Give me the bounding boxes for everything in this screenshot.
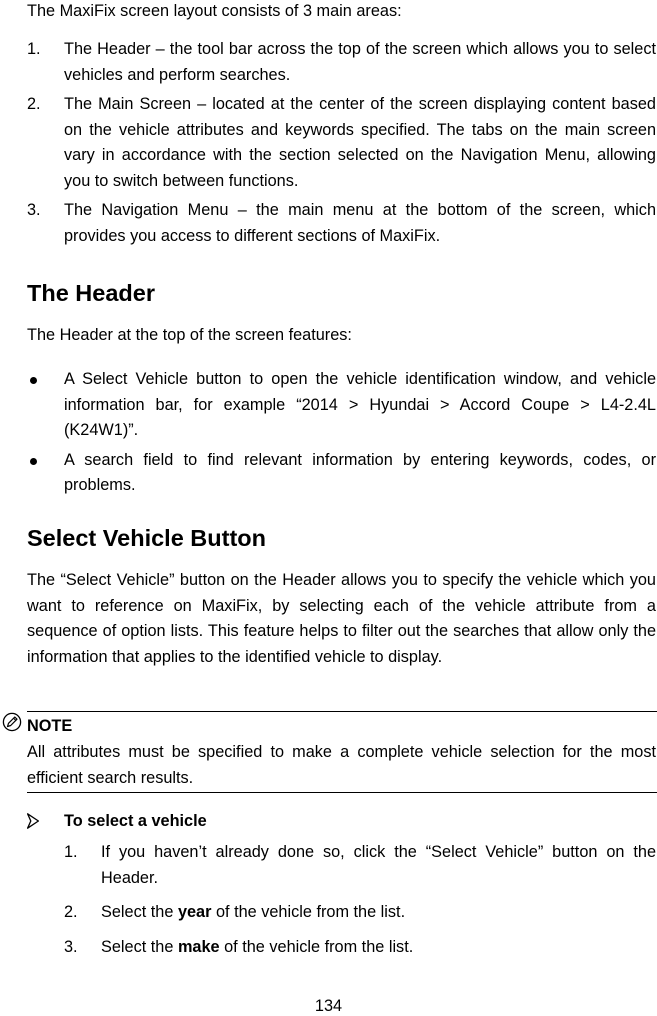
step-item <box>64 900 656 926</box>
step-text-pre: Select the <box>101 903 178 921</box>
step-number: 1. <box>64 843 78 861</box>
list-item <box>27 198 656 249</box>
note-body: All attributes must be specified to make a complete vehicle selection for the most efficient search results. <box>27 743 656 787</box>
step-keyword: year <box>177 903 212 921</box>
areas-list <box>27 37 656 253</box>
header-features-list <box>27 367 656 503</box>
list-text: The Header – the tool bar across the top of the screen which allows you to select vehicles and perform searches. <box>64 40 656 84</box>
procedure-title: To select a vehicle <box>64 812 207 830</box>
section-heading-select-vehicle: Select Vehicle Button <box>27 525 266 551</box>
list-text: The Main Screen – located at the center of the screen displaying content based on the vehicle attributes and keywords specified. The tabs on the main screen vary in accordance with the section selected on the Navigation Menu, allowing you to switch between functions. <box>64 95 656 190</box>
note-top-rule <box>27 711 657 712</box>
select-vehicle-body: The “Select Vehicle” button on the Header allows you to specify the vehicle which you want to reference on MaxiFix, by selecting each of the vehicle attribute from a sequence of option lists. This feature helps to filter out the searches that allow only the information that applies to the identified vehicle to display. <box>27 571 656 666</box>
step-text-pre: Select the <box>101 937 178 956</box>
bullet-icon <box>30 377 37 384</box>
list-item <box>27 92 656 194</box>
list-number: 1. <box>27 40 41 58</box>
pencil-icon <box>2 712 22 732</box>
bullet-icon <box>30 458 37 465</box>
section-heading-header: The Header <box>27 280 155 306</box>
bullet-text: A Select Vehicle button to open the vehicle identification window, and vehicle information bar, for example “2014 > Hyundai > Accord Coupe > L4-2.4L (K24W1)”. <box>64 370 656 439</box>
list-item <box>27 367 656 444</box>
list-number: 2. <box>27 95 41 113</box>
step-text-post: of the vehicle from the list. <box>219 937 414 956</box>
step-item <box>64 840 656 891</box>
step-keyword: make <box>177 937 220 956</box>
page-number: 134 <box>314 997 343 1015</box>
step-number: 2. <box>64 903 78 921</box>
step-text-post: of the vehicle from the list. <box>211 903 406 921</box>
step-text: If you haven’t already done so, click the “Select Vehicle” button on the Header. <box>101 843 656 887</box>
step-item <box>64 935 656 961</box>
list-item <box>27 448 656 499</box>
step-number: 3. <box>64 937 78 956</box>
list-number: 3. <box>27 201 41 219</box>
note-bottom-rule <box>27 792 657 793</box>
list-item <box>27 37 656 88</box>
arrow-bullet-icon <box>27 813 39 829</box>
note-title: NOTE <box>27 717 73 735</box>
procedure-steps <box>64 840 656 969</box>
bullet-text: A search field to find relevant information by entering keywords, codes, or problems. <box>64 450 656 494</box>
intro-text: The MaxiFix screen layout consists of 3 main areas: <box>27 2 402 20</box>
list-text: The Navigation Menu – the main menu at the bottom of the screen, which provides you access to different sections of MaxiFix. <box>64 201 656 245</box>
header-intro: The Header at the top of the screen features: <box>27 326 352 344</box>
